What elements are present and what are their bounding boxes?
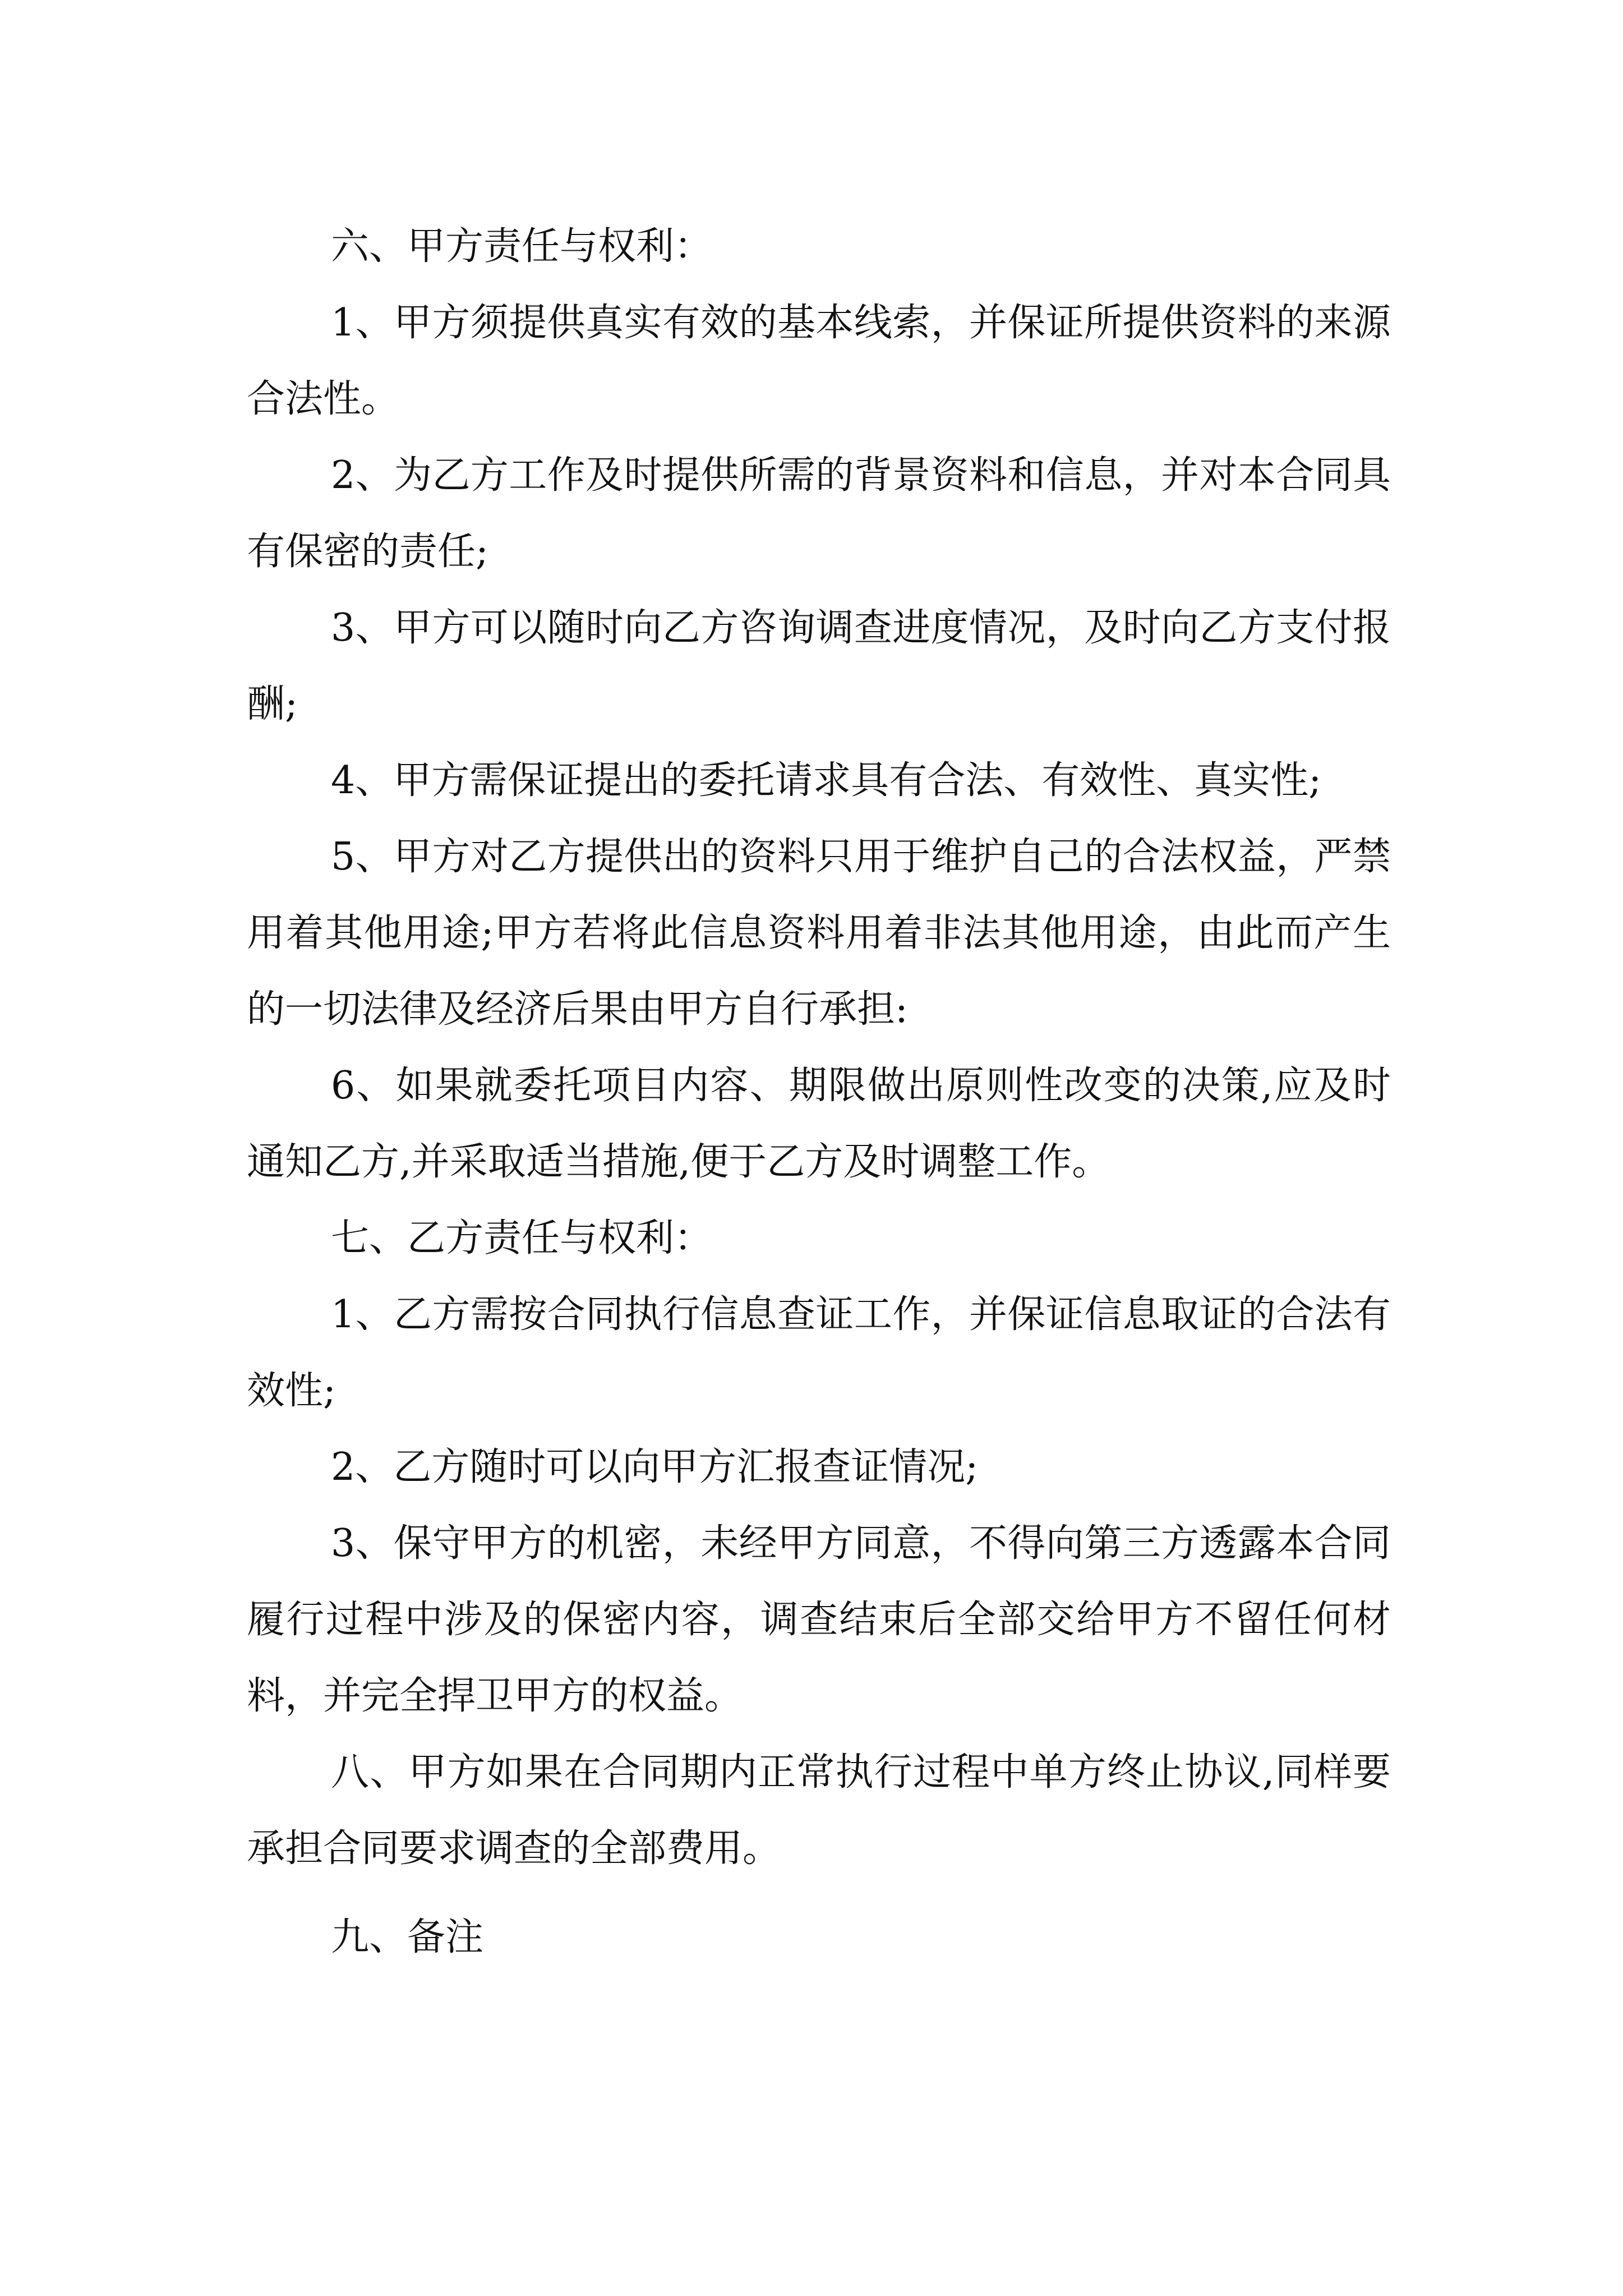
clause-b-3: 3、保守甲方的机密，未经甲方同意，不得向第三方透露本合同履行过程中涉及的保密内容，调查结束后全部交给甲方不留任何材料，并完全捍卫甲方的权益。 — [247, 1521, 1391, 1718]
section-heading-party-b: 七、乙方责任与权利： — [331, 1216, 713, 1260]
section-remarks: 九、备注 — [331, 1915, 484, 1959]
section-heading-party-a: 六、甲方责任与权利： — [331, 224, 713, 269]
clause-b-2: 2、乙方随时可以向甲方汇报查证情况; — [331, 1445, 979, 1489]
clause-a-1: 1、甲方须提供真实有效的基本线索，并保证所提供资料的来源合法性。 — [247, 301, 1391, 421]
clause-a-4: 4、甲方需保证提出的委托请求具有合法、有效性、真实性; — [331, 758, 1322, 803]
section-termination: 八、甲方如果在合同期内正常执行过程中单方终止协议,同样要承担合同要求调查的全部费用。 — [247, 1750, 1391, 1871]
clause-a-5: 5、甲方对乙方提供出的资料只用于维护自己的合法权益，严禁用着其他用途;甲方若将此信息资料用着非法其他用途，由此而产生的一切法律及经济后果由甲方自行承担: — [247, 835, 1391, 1032]
clause-a-6: 6、如果就委托项目内容、期限做出原则性改变的决策,应及时通知乙方,并采取适当措施,便于乙方及时调整工作。 — [247, 1064, 1391, 1184]
clause-b-1: 1、乙方需按合同执行信息查证工作，并保证信息取证的合法有效性; — [247, 1292, 1391, 1413]
clause-a-3: 3、甲方可以随时向乙方咨询调查进度情况，及时向乙方支付报酬; — [247, 606, 1391, 726]
clause-a-2: 2、为乙方工作及时提供所需的背景资料和信息，并对本合同具有保密的责任; — [247, 453, 1391, 574]
document-body — [247, 209, 1391, 1976]
